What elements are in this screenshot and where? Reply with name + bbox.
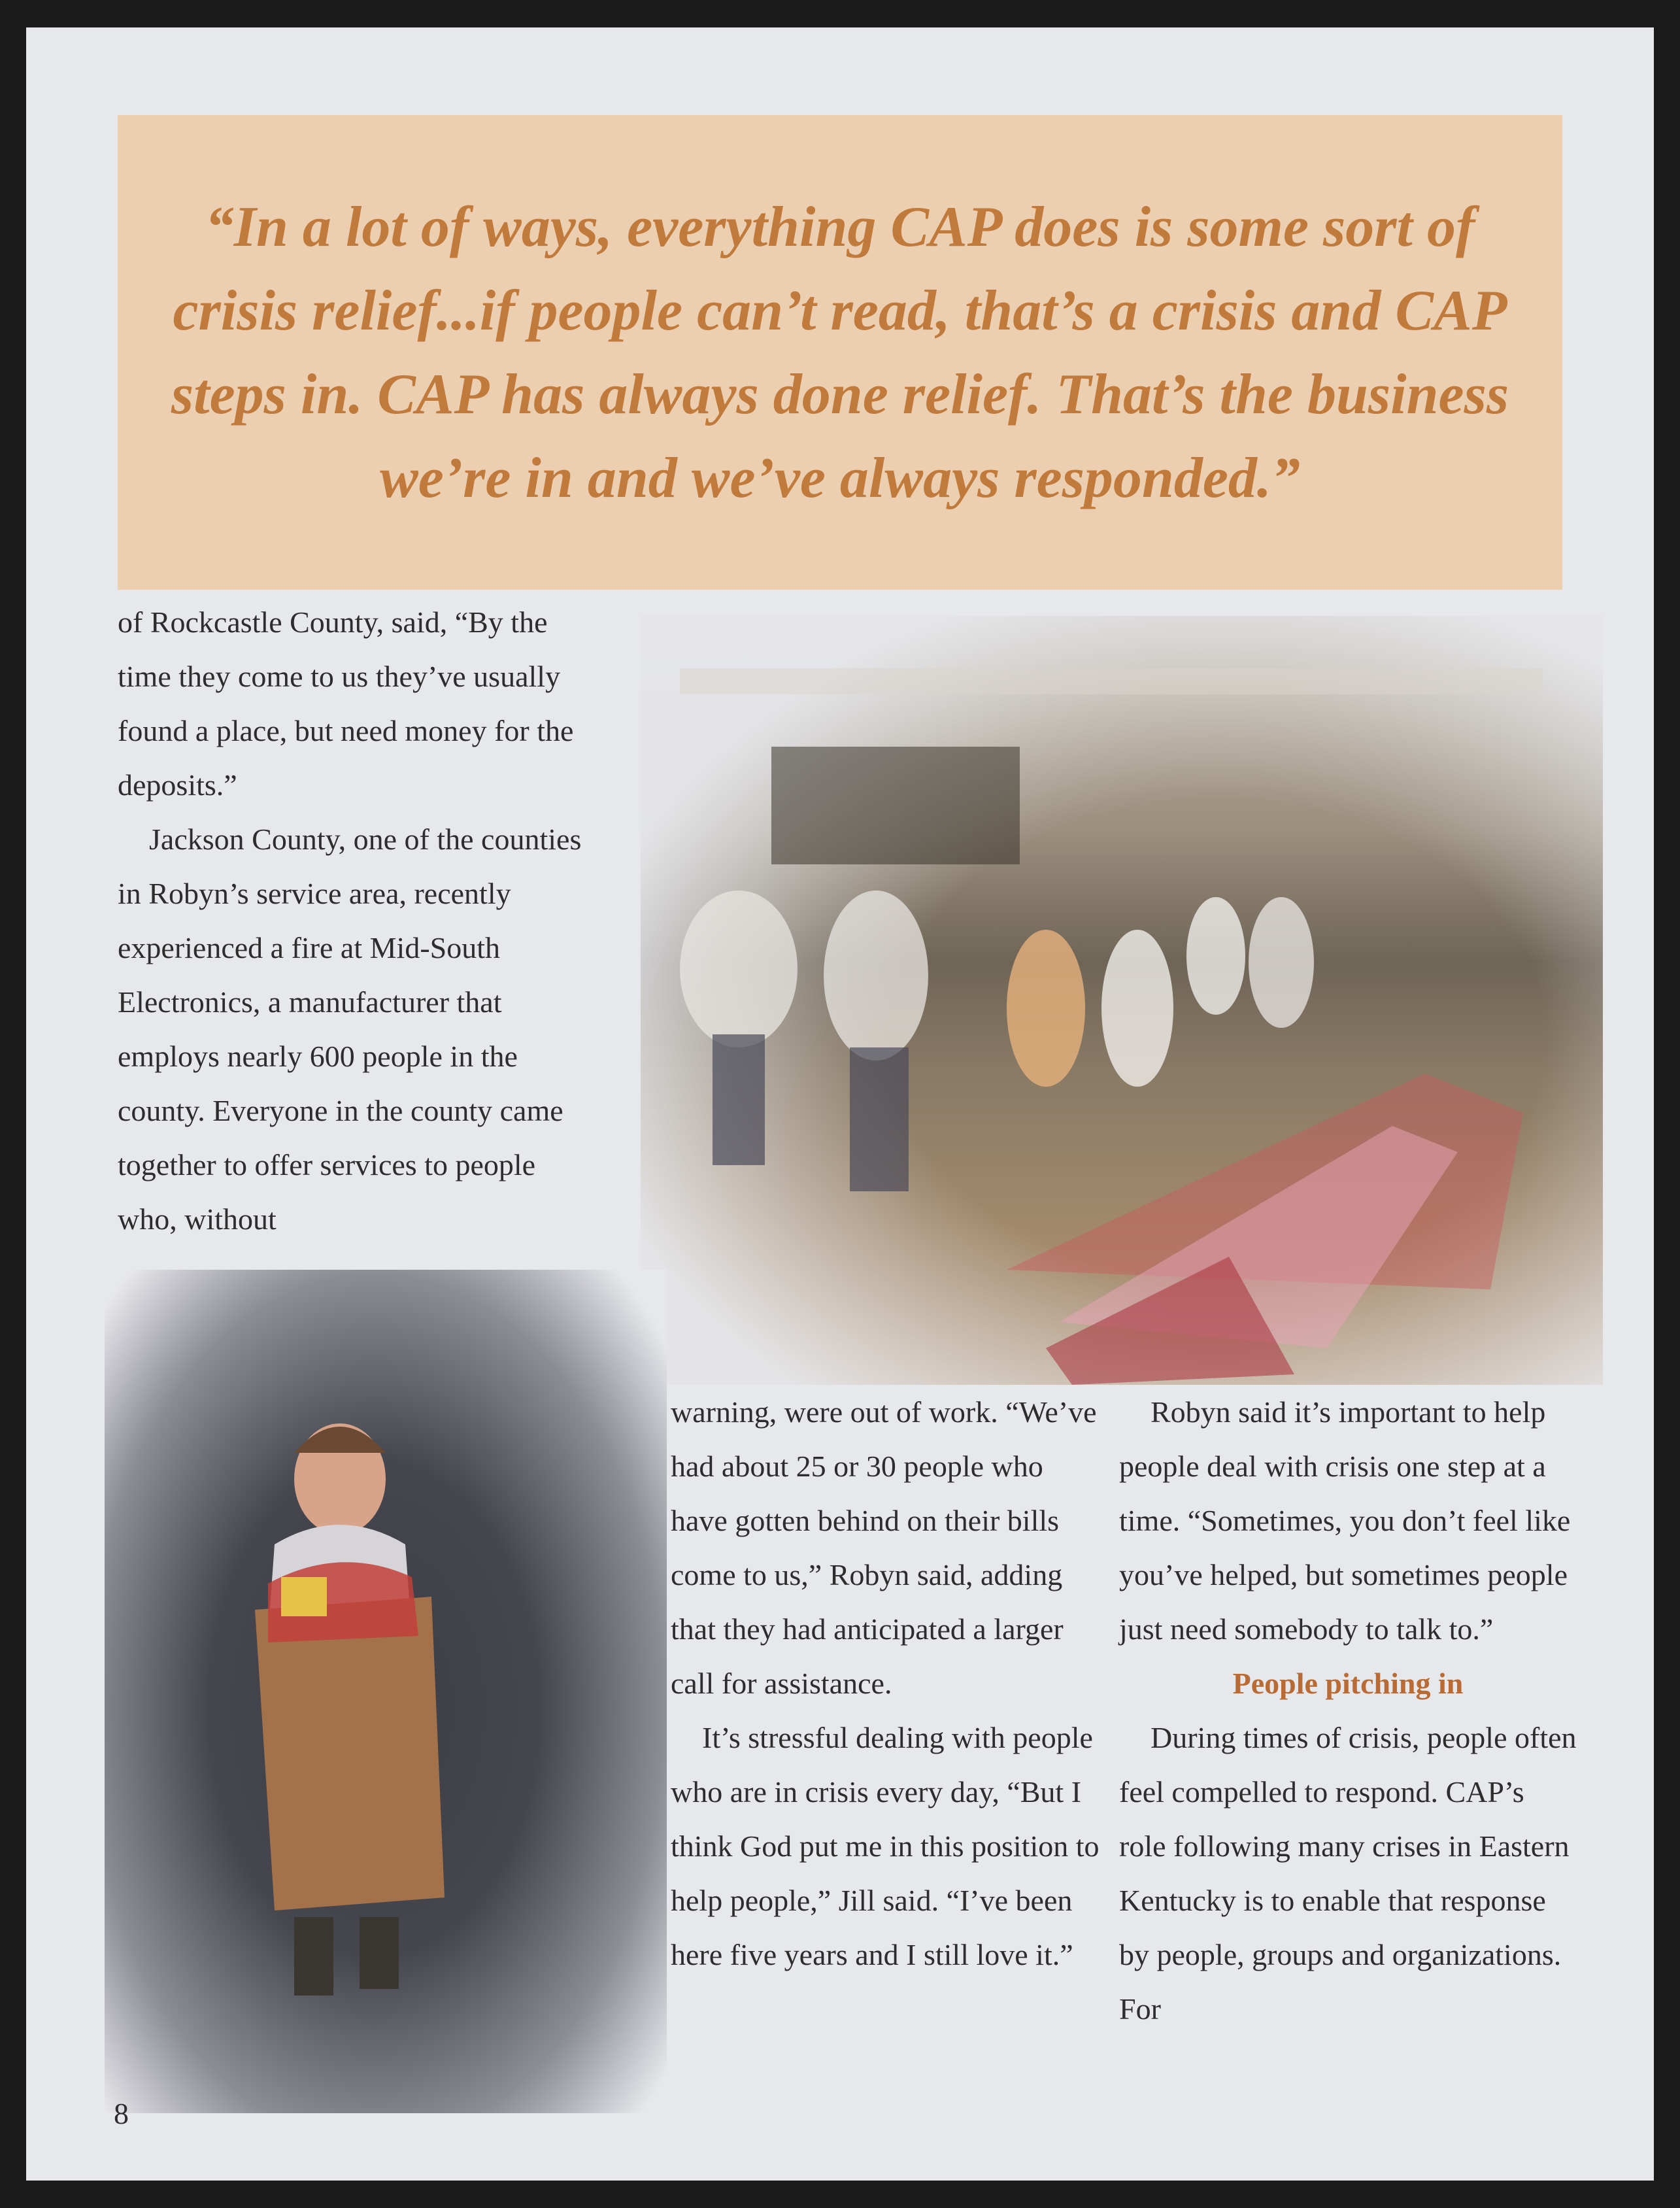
article-paragraph: Jackson County, one of the counties in Robyn’s service area, recently experienced a fire at Mid-South Electronics, a manufacturer that employs nearly 600 people in the county. Everyone in the county came together to offer services to people who, without [118, 823, 582, 1236]
article-paragraph: Robyn said it’s important to help people deal with crisis one step at a time. “Sometimes, you don’t feel like you’ve helped, but sometimes people just need somebody to talk to.” [1119, 1395, 1571, 1646]
section-subheading: People pitching in [1232, 1667, 1464, 1700]
clothing-distribution-photo [641, 616, 1603, 1385]
article-column-left [118, 595, 601, 1246]
pull-quote-text: “In a lot of ways, everything CAP does is some sort of crisis relief...if people can’t read, that’s a crisis and CAP steps in. CAP has always done relief. That’s the business we’re in and we’ve always responded.” [171, 195, 1509, 510]
pull-quote-box [118, 115, 1562, 590]
clothing-distribution-photo-drawing [641, 616, 1603, 1385]
page-number: 8 [114, 2097, 129, 2130]
boy-with-bag-photo [105, 1270, 667, 2113]
article-paragraph: During times of crisis, people often feel compelled to respond. CAP’s role following many crises in Eastern Kentucky is to enable that response by people, groups and organizations. For [1119, 1721, 1577, 2026]
article-column-right [1119, 1385, 1577, 2036]
magazine-page [26, 27, 1654, 2181]
article-paragraph: It’s stressful dealing with people who are in crisis every day, “But I think God put me in this position to help people,” Jill said. “I’ve been here five years and I still love it.” [671, 1721, 1100, 1971]
article-paragraph: of Rockcastle County, said, “By the time they come to us they’ve usually found a place, but need money for the deposits.” [118, 605, 574, 802]
article-column-middle [671, 1385, 1102, 1982]
article-paragraph: warning, were out of work. “We’ve had about 25 or 30 people who have gotten behind on their bills come to us,” Robyn said, adding that they had anticipated a larger call for assistance. [671, 1395, 1097, 1700]
boy-with-bag-photo-drawing [105, 1270, 667, 2113]
